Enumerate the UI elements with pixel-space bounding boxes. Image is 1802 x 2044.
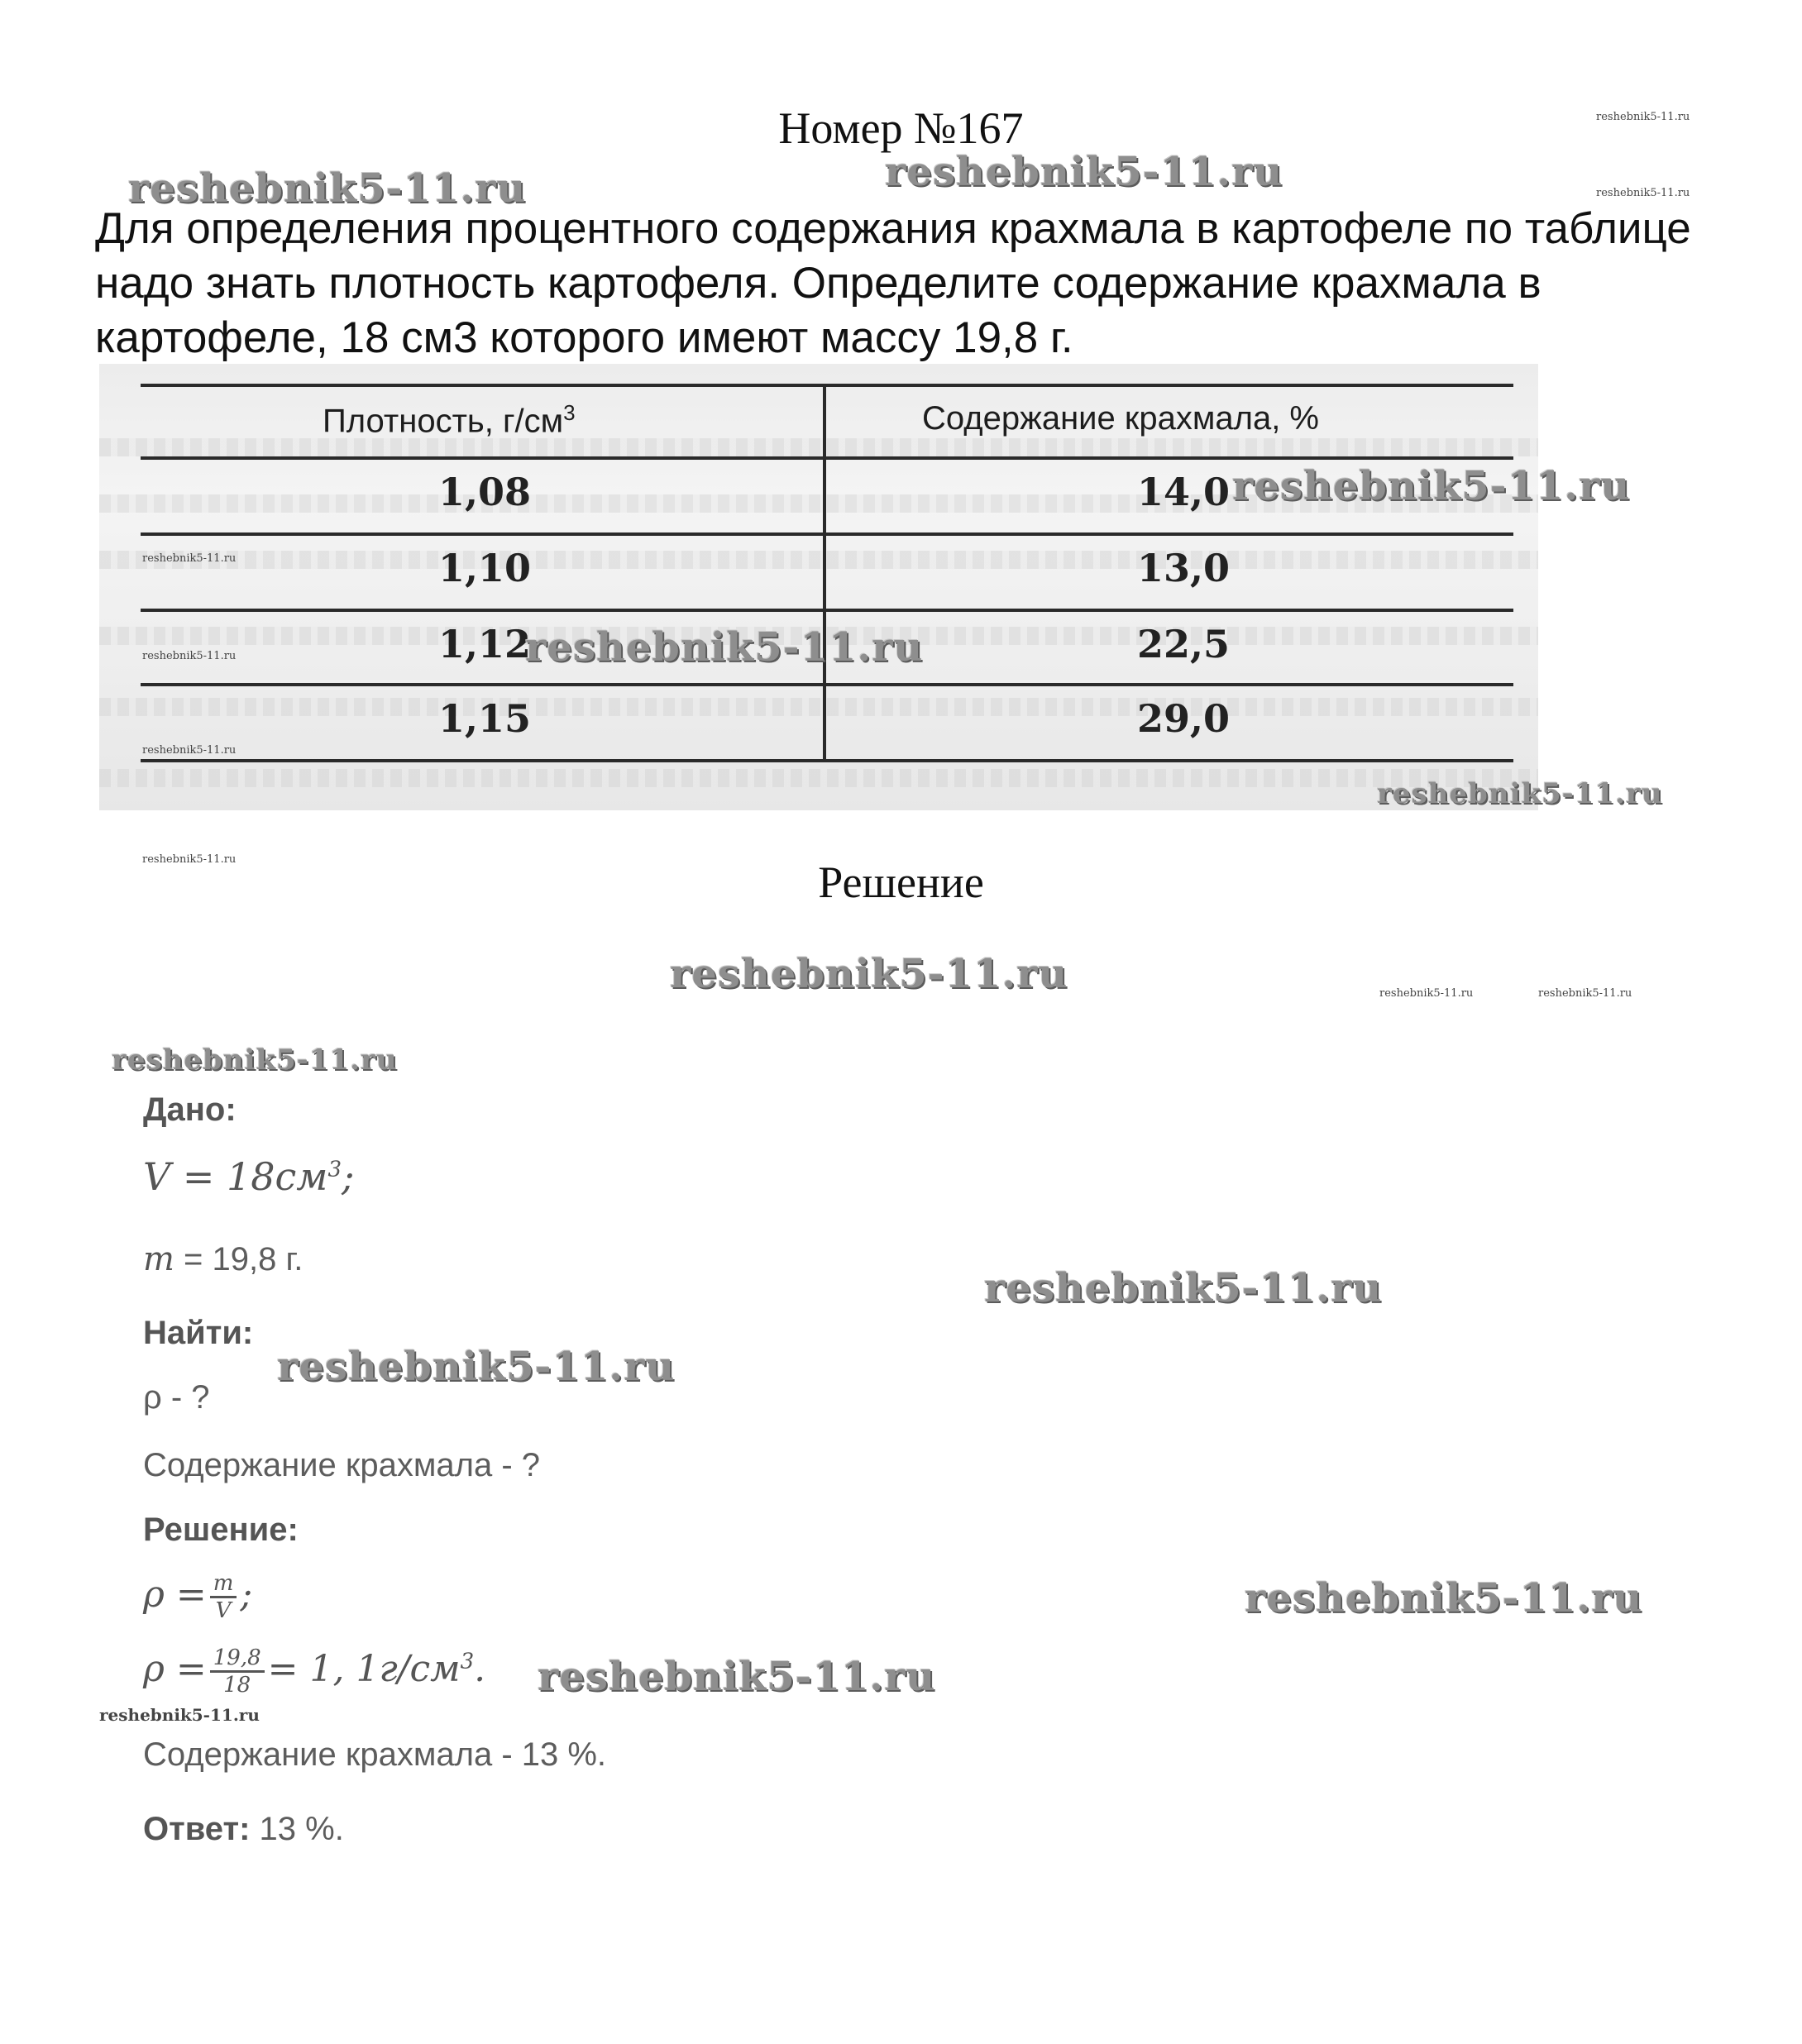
table-rule xyxy=(141,384,1513,387)
watermark-small: reshebnik5-11.ru xyxy=(1379,987,1474,1000)
table-cell-density: 1,15 xyxy=(438,696,532,741)
given-label xyxy=(143,1091,237,1129)
watermark: reshebnik5-11.ru xyxy=(1232,463,1631,509)
given-mass xyxy=(143,1240,303,1278)
formula-denominator: V xyxy=(215,1598,232,1623)
table-rule xyxy=(141,456,1513,460)
table-header-density xyxy=(323,400,576,440)
density-table-scan xyxy=(99,364,1538,810)
table-cell-density: 1,10 xyxy=(438,546,532,590)
table-cell-density: 1,08 xyxy=(438,470,532,514)
watermark: reshebnik5-11.ru xyxy=(1245,1575,1643,1621)
calc-rhs: = 1, 1г/см xyxy=(267,1648,461,1690)
watermark-small: reshebnik5-11.ru xyxy=(142,650,237,662)
table-header-density-exponent: 3 xyxy=(563,400,576,425)
watermark-small: reshebnik5-11.ru xyxy=(142,744,237,757)
formula-end: ; xyxy=(240,1574,253,1616)
calc-fraction xyxy=(210,1645,265,1698)
density-formula xyxy=(143,1571,252,1623)
solution-label xyxy=(143,1512,299,1549)
watermark: reshebnik5-11.ru xyxy=(538,1654,936,1700)
given-mass-variable: m xyxy=(143,1240,174,1278)
watermark-small: reshebnik5-11.ru xyxy=(1596,111,1690,123)
scan-bleed-through xyxy=(99,769,1538,787)
find-density: ρ - ? xyxy=(143,1379,210,1416)
table-cell-density: 1,12 xyxy=(438,622,532,666)
formula-numerator: m xyxy=(210,1571,237,1598)
given-volume-end: ; xyxy=(342,1154,355,1199)
watermark: reshebnik5-11.ru xyxy=(128,165,527,212)
calc-exponent: 3 xyxy=(460,1649,475,1674)
find-label xyxy=(143,1315,253,1352)
watermark-small: reshebnik5-11.ru xyxy=(1538,987,1632,1000)
answer xyxy=(143,1811,344,1848)
page-title: Номер №167 xyxy=(778,103,1024,153)
solution-heading: Решение xyxy=(818,857,984,907)
scan-bleed-through xyxy=(99,698,1538,716)
calc-end: . xyxy=(474,1648,486,1690)
calc-numerator: 19,8 xyxy=(210,1645,265,1673)
calc-denominator: 18 xyxy=(223,1673,251,1698)
watermark: reshebnik5-11.ru xyxy=(885,149,1283,195)
find-label-text: Найти: xyxy=(143,1315,254,1351)
watermark: reshebnik5-11.ru xyxy=(1377,777,1663,810)
table-rule xyxy=(141,609,1513,612)
watermark: reshebnik5-11.ru xyxy=(112,1043,398,1077)
table-header-density-label: Плотность, г/см xyxy=(323,403,564,440)
answer-value: 13 %. xyxy=(250,1811,344,1847)
scan-bleed-through xyxy=(99,438,1538,456)
watermark: reshebnik5-11.ru xyxy=(525,624,924,671)
given-volume-text: V = 18см xyxy=(143,1154,328,1199)
calc-lhs: ρ = xyxy=(143,1648,207,1690)
table-cell-starch: 29,0 xyxy=(1137,696,1231,741)
density-calculation xyxy=(143,1645,485,1698)
scan-bleed-through xyxy=(99,551,1538,569)
table-cell-starch: 14,0 xyxy=(1137,470,1231,514)
given-volume-exponent: 3 xyxy=(327,1157,342,1182)
given-volume xyxy=(143,1154,355,1199)
table-header-starch: Содержание крахмала, % xyxy=(922,400,1319,437)
table-rule xyxy=(141,759,1513,762)
starch-result: Содержание крахмала - 13 %. xyxy=(143,1736,607,1773)
solution-label-text: Решение: xyxy=(143,1512,299,1548)
formula-lhs: ρ = xyxy=(143,1574,207,1616)
watermark-small: reshebnik5-11.ru xyxy=(1596,187,1690,199)
table-column-divider xyxy=(823,384,826,761)
find-starch: Содержание крахмала - ? xyxy=(143,1447,540,1483)
watermark-small: reshebnik5-11.ru xyxy=(99,1705,260,1725)
table-cell-starch: 22,5 xyxy=(1137,622,1231,666)
given-mass-value: = 19,8 г. xyxy=(174,1241,304,1278)
watermark-small: reshebnik5-11.ru xyxy=(142,552,237,565)
table-cell-starch: 13,0 xyxy=(1137,546,1231,590)
watermark: reshebnik5-11.ru xyxy=(984,1265,1383,1311)
watermark-small: reshebnik5-11.ru xyxy=(142,853,237,866)
table-rule xyxy=(141,532,1513,536)
watermark: reshebnik5-11.ru xyxy=(670,951,1068,997)
given-label-text: Дано: xyxy=(143,1091,237,1128)
formula-fraction xyxy=(210,1571,237,1623)
table-rule xyxy=(141,683,1513,686)
problem-statement: Для определения процентного содержания крахмала в картофеле по таблице надо знать плотность картофеля. Определите содержание крахмала в картофеле, 18 см3 которого имеют массу 19,8 г. xyxy=(95,204,1691,362)
watermark: reshebnik5-11.ru xyxy=(277,1344,676,1390)
answer-label: Ответ: xyxy=(143,1811,251,1847)
